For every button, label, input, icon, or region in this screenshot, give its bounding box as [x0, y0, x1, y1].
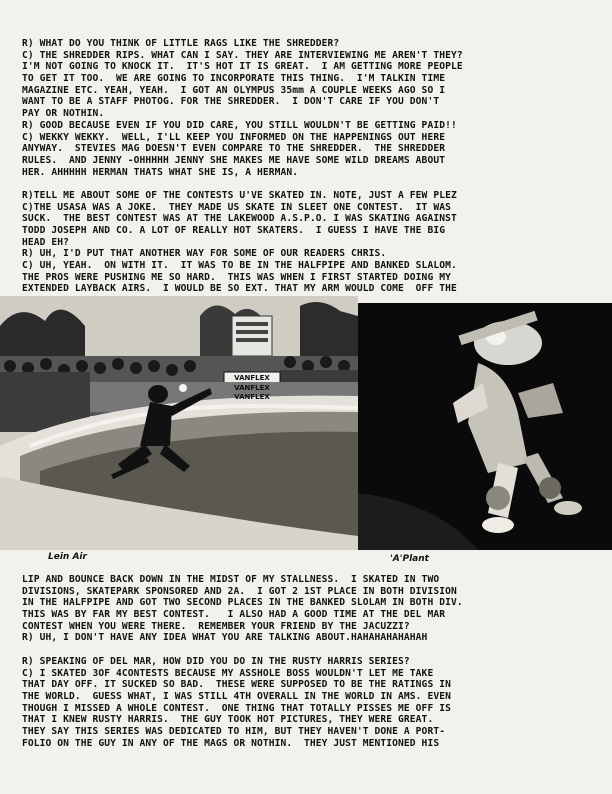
- photo-caption-left: Lein Air: [48, 552, 87, 562]
- text-line: THAT DAY OFF. IT SUCKED SO BAD. THESE WERE SUPPOSED TO BE THE RATINGS IN: [22, 679, 451, 691]
- skater-closeup-photo: [358, 303, 612, 550]
- text-line: THEY SAY THIS SERIES WAS DEDICATED TO HIM, BUT THEY HAVEN'T DONE A PORT-: [22, 725, 446, 737]
- text-line: IN THE HALFPIPE AND GOT TWO SECOND PLACES IN THE BANKED SLOLAM IN BOTH DIV.: [22, 597, 463, 609]
- text-line: C) I SKATED 3OF 4CONTESTS BECAUSE MY ASSHOLE BOSS WOULDN'T LET ME TAKE: [22, 667, 434, 679]
- text-line: R) WHAT DO YOU THINK OF LITTLE RAGS LIKE THE SHREDDER?: [22, 38, 340, 49]
- text-line: THOUGH I MISSED A WHOLE CONTEST. ONE THING THAT TOTALLY PISSES ME OFF IS: [22, 702, 451, 714]
- text-line: C) THE SHREDDER RIPS. WHAT CAN I SAY. THEY ARE INTERVIEWING ME AREN'T THEY?: [22, 49, 463, 61]
- text-line: [22, 644, 604, 656]
- text-line: CONTEST WHEN YOU WERE THERE. REMEMBER YOUR FRIEND BY THE JACUZZI?: [22, 620, 410, 632]
- text-line: THE WORLD. GUESS WHAT, I WAS STILL 4TH OVERALL IN THE WORLD IN AMS. EVEN: [22, 690, 451, 702]
- text-line: FOLIO ON THE GUY IN ANY OF THE MAGS OR NOTHIN. THEY JUST MENTIONED HIS: [22, 737, 440, 749]
- vanflex-banner: [226, 374, 278, 403]
- banner-line: VANFLEX: [234, 374, 270, 382]
- text-line: THE PROS WERE PUSHING ME SO HARD. THIS WAS WHEN I FIRST STARTED DOING MY: [22, 271, 451, 283]
- interview-text-top: [22, 38, 604, 295]
- interview-text-bottom: [22, 574, 604, 749]
- text-line: HER. AHHHHH HERMAN THATS WHAT SHE IS, A HERMAN.: [22, 166, 299, 178]
- text-line: R) UH, I DON'T HAVE ANY IDEA WHAT YOU ARE TALKING ABOUT.HAHAHAHAHAHAH: [22, 632, 428, 644]
- text-line: R) UH, I'D PUT THAT ANOTHER WAY FOR SOME OF OUR READERS CHRIS.: [22, 248, 387, 260]
- text-line: THIS WAS BY FAR MY BEST CONTEST. I ALSO HAD A GOOD TIME AT THE DEL MAR: [22, 609, 446, 621]
- text-line: C) WEKKY WEKKY. WELL, I'LL KEEP YOU INFORMED ON THE HAPPENINGS OUT HERE: [22, 131, 446, 143]
- skatepark-photo-image: [0, 296, 358, 550]
- text-line: C) UH, YEAH. ON WITH IT. IT WAS TO BE IN THE HALFPIPE AND BANKED SLALOM.: [22, 260, 457, 272]
- skatepark-photo: [0, 296, 358, 550]
- text-line: ANYWAY. STEVIES MAG DOESN'T EVEN COMPARE TO THE SHREDDER. THE SHREDDER: [22, 143, 446, 155]
- banner-line: VANFLEX: [234, 393, 270, 401]
- text-line: EXTENDED LAYBACK AIRS. I WOULD BE SO EXT. THAT MY ARM WOULD COME OFF THE: [22, 283, 457, 295]
- text-line: R) SPEAKING OF DEL MAR, HOW DID YOU DO IN THE RUSTY HARRIS SERIES?: [22, 655, 410, 667]
- skater-closeup-image: [358, 303, 612, 550]
- text-line: HEAD EH?: [22, 236, 70, 248]
- text-line: C)THE USASA WAS A JOKE. THEY MADE US SKATE IN SLEET ONE CONTEST. IT WAS: [22, 201, 451, 213]
- text-line: THAT I KNEW RUSTY HARRIS. THE GUY TOOK HOT PICTURES, THEY WERE GREAT.: [22, 714, 434, 726]
- text-line: R) GOOD BECAUSE EVEN IF YOU DID CARE, YOU STILL WOULDN'T BE GETTING PAID!!: [22, 119, 457, 131]
- text-line: MAGAZINE ETC. YEAH, YEAH. I GOT AN OLYMPUS 35mm A COUPLE WEEKS AGO SO I: [22, 84, 446, 96]
- text-line: LIP AND BOUNCE BACK DOWN IN THE MIDST OF MY STALLNESS. I SKATED IN TWO: [22, 574, 440, 585]
- text-line: WANT TO BE A STAFF PHOTOG. FOR THE SHREDDER. I DON'T CARE IF YOU DON'T: [22, 96, 440, 108]
- text-line: DIVISIONS, SKATEPARK SPONSORED AND 2A. I GOT 2 1ST PLACE IN BOTH DIVISION: [22, 585, 457, 597]
- text-line: RULES. AND JENNY -OHHHHH JENNY SHE MAKES ME HAVE SOME WILD DREAMS ABOUT: [22, 154, 446, 166]
- text-line: TO GET IT TOO. WE ARE GOING TO INCORPORATE THIS THING. I'M TALKIN TIME: [22, 73, 446, 85]
- text-line: [22, 178, 604, 190]
- text-line: TODD JOSEPH AND CO. A LOT OF REALLY HOT SKATERS. I GUESS I HAVE THE BIG: [22, 225, 446, 236]
- text-line: PAY OR NOTHIN.: [22, 108, 105, 120]
- text-line: R)TELL ME ABOUT SOME OF THE CONTESTS U'VE SKATED IN. NOTE, JUST A FEW PLEZ: [22, 189, 457, 201]
- text-line: I'M NOT GOING TO KNOCK IT. IT'S HOT IT IS GREAT. I AM GETTING MORE PEOPLE: [22, 61, 463, 73]
- photo-caption-right: 'A'Plant: [390, 554, 429, 564]
- banner-line: VANFLEX: [234, 383, 270, 392]
- text-line: SUCK. THE BEST CONTEST WAS AT THE LAKEWOOD A.S.P.O. I WAS SKATING AGAINST: [22, 213, 457, 225]
